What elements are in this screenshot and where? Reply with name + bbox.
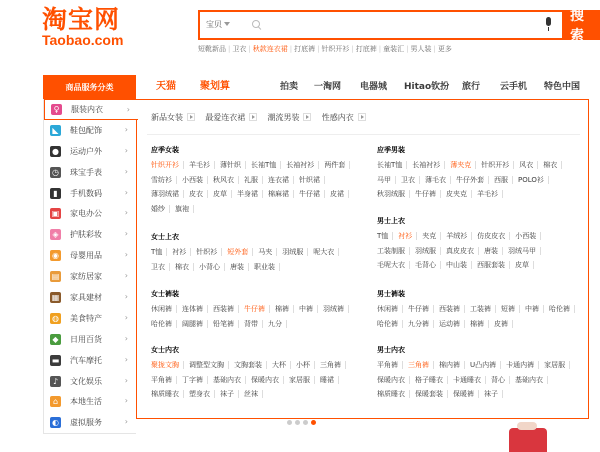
tab-label: 新品女装 [151, 113, 183, 122]
category-link[interactable]: 九分裤 [408, 319, 434, 334]
tab-dresses[interactable] [205, 112, 257, 123]
category-link[interactable]: 保暖内衣 [377, 375, 410, 390]
category-link[interactable]: 呢大衣 [313, 247, 339, 262]
category-link[interactable]: 哈伦裤 [549, 304, 575, 319]
category-link[interactable]: 西装裤 [213, 304, 239, 319]
category-group [377, 217, 582, 275]
category-link[interactable]: U凸内裤 [470, 360, 501, 375]
search-icon [252, 20, 260, 28]
category-link[interactable]: 秋羽绒服 [377, 189, 410, 204]
category-group-title[interactable]: 男士上衣 [377, 217, 405, 225]
sidebar-item[interactable] [44, 266, 136, 287]
category-link[interactable]: 两件套 [324, 160, 350, 175]
category-link[interactable]: 卡通睡衣 [453, 375, 486, 390]
sidebar-item-label: 日用百货 [70, 334, 102, 344]
category-link[interactable]: 牛仔裤 [415, 189, 441, 204]
category-link[interactable]: 保暖套装 [415, 389, 448, 404]
category-link[interactable]: 礼服 [244, 175, 263, 190]
category-group [377, 146, 582, 204]
tab-trendy-men[interactable] [267, 112, 311, 123]
category-link[interactable]: 羽绒服 [415, 246, 441, 261]
separator: | [228, 45, 231, 53]
nav-travel[interactable]: 旅行 [462, 82, 481, 92]
separator: | [289, 45, 293, 53]
category-group-title[interactable]: 应季女装 [151, 146, 179, 154]
baby-icon: ◉ [50, 250, 61, 261]
carousel-dot[interactable] [287, 420, 292, 425]
category-link[interactable]: 夹克 [422, 231, 441, 246]
phone-icon: ▮ [50, 188, 61, 199]
carousel-dot[interactable] [311, 420, 316, 425]
category-link[interactable]: 休闲裤 [377, 304, 403, 319]
sidebar-item-label: 虚拟服务 [70, 418, 102, 428]
category-link[interactable]: 羊毛衫 [477, 189, 503, 204]
category-link[interactable]: 休闲裤 [151, 304, 177, 319]
category-link[interactable]: 中裤 [299, 304, 318, 319]
chevron-right-icon [303, 113, 311, 121]
sidebar-item[interactable] [44, 245, 136, 266]
home-textile-icon: ▤ [51, 272, 60, 282]
chevron-right-icon: › [124, 417, 128, 427]
sidebar-item-label: 家纺居家 [70, 272, 102, 282]
watch-icon: ◷ [50, 167, 61, 178]
category-group [377, 346, 582, 404]
category-group-title[interactable]: 女士上衣 [151, 233, 179, 241]
sidebar-item-label: 家具建材 [70, 292, 102, 302]
local-life-icon: ⌂ [50, 396, 61, 407]
category-link[interactable]: 运动裤 [439, 319, 465, 334]
category-link[interactable]: 针织裙 [299, 175, 325, 190]
category-link[interactable]: 聚拢文胸 [151, 360, 184, 375]
category-link[interactable]: 棉裤 [275, 304, 294, 319]
category-link[interactable]: 丁字裤 [182, 375, 208, 390]
category-link[interactable]: 羽绒裤 [323, 304, 349, 319]
search-scope-dropdown[interactable]: 宝贝 [206, 19, 230, 30]
category-group-title[interactable]: 男士裤装 [377, 290, 405, 298]
guitar-icon: ♪ [50, 376, 61, 387]
category-link[interactable]: 旗袍 [175, 204, 194, 219]
chevron-right-icon: › [124, 250, 128, 260]
category-link[interactable]: 卡通内裤 [506, 360, 539, 375]
category-link[interactable]: 针织开衫 [151, 160, 184, 175]
category-link[interactable]: 中山装 [446, 260, 472, 275]
category-link[interactable]: 小西装 [515, 231, 541, 246]
category-link[interactable]: 羽绒马甲 [508, 246, 541, 261]
category-link[interactable]: 棉质睡衣 [377, 389, 410, 404]
category-link[interactable]: 马夹 [258, 247, 277, 262]
main-nav [0, 75, 600, 99]
category-link[interactable]: 丝袜 [244, 389, 263, 404]
sidebar-item-label: 手机数码 [70, 188, 102, 198]
category-link[interactable]: 长袖T恤 [251, 160, 281, 175]
category-link[interactable]: 针织衫 [196, 247, 222, 262]
category-link[interactable]: 铅笔裤 [213, 319, 239, 334]
category-link[interactable]: 皮夹克 [446, 189, 472, 204]
category-link[interactable]: 文胸套装 [234, 360, 267, 375]
chevron-right-icon: › [124, 375, 128, 385]
cosmetics-icon: ◈ [50, 229, 61, 240]
hot-word-link[interactable]: 针织开衫 [321, 45, 350, 53]
category-link[interactable]: 薄针织 [220, 160, 246, 175]
separator: | [406, 45, 409, 53]
category-link[interactable]: 职业装 [254, 262, 280, 277]
sidebar-item[interactable] [44, 350, 136, 371]
category-link[interactable]: 皮草 [213, 189, 232, 204]
category-link[interactable]: 塑身衣 [189, 389, 215, 404]
tab-new-women[interactable] [151, 112, 195, 123]
category-link[interactable]: 衬衫 [172, 247, 191, 262]
shoe-icon: ◣ [50, 125, 61, 136]
category-link[interactable]: 皮裙 [330, 189, 349, 204]
hot-word-link[interactable]: 短靴新品 [198, 45, 226, 53]
category-link[interactable]: 保暖内衣 [251, 375, 284, 390]
food-icon: ◍ [50, 313, 61, 324]
dress-icon: ♀ [51, 104, 62, 115]
hot-search-words [198, 44, 454, 54]
category-link[interactable]: 毛呢大衣 [377, 260, 410, 275]
category-link[interactable]: 小背心 [199, 262, 225, 277]
category-link[interactable]: 真皮皮衣 [446, 246, 479, 261]
category-link[interactable]: 棉麻裙 [268, 189, 294, 204]
category-link[interactable]: 小西装 [182, 175, 208, 190]
category-link[interactable]: 睡裙 [320, 375, 339, 390]
furniture-icon: ▦ [51, 292, 60, 302]
chevron-right-icon [187, 113, 195, 121]
chevron-right-icon [358, 113, 366, 121]
appliance-icon: ▣ [51, 209, 60, 219]
category-link[interactable]: 婚纱 [151, 204, 170, 219]
sidebar-item-label: 运动户外 [70, 146, 102, 156]
category-link[interactable]: 袜子 [484, 389, 503, 404]
category-link[interactable]: 格子睡衣 [415, 375, 448, 390]
category-link[interactable]: 针织开衫 [481, 160, 514, 175]
category-group [377, 290, 582, 333]
category-link[interactable]: 皮衣 [189, 189, 208, 204]
hot-word-link[interactable]: 打底裤 [294, 45, 316, 53]
category-link[interactable]: 背带 [244, 319, 263, 334]
chevron-right-icon: › [124, 292, 128, 302]
category-link[interactable]: 牛仔外套 [456, 175, 489, 190]
sidebar-item-label: 汽车摩托 [70, 355, 102, 365]
sidebar-item[interactable] [44, 183, 136, 204]
category-group-title[interactable]: 应季男装 [377, 146, 405, 154]
sidebar-item[interactable] [44, 371, 136, 392]
category-link[interactable]: 家居服 [544, 360, 570, 375]
sidebar-item[interactable] [44, 287, 136, 308]
category-link[interactable]: 连衣裙 [268, 175, 294, 190]
category-link[interactable]: 秋风衣 [213, 175, 239, 190]
sidebar-item-label: 美食特产 [70, 313, 102, 323]
separator: | [317, 45, 320, 53]
category-link[interactable]: 三角裤 [408, 360, 434, 375]
category-link[interactable]: 调整型文胸 [189, 360, 229, 375]
category-link[interactable]: 工装裤 [470, 304, 496, 319]
sidebar-item[interactable] [44, 224, 136, 245]
category-link[interactable]: 棉裤 [470, 319, 489, 334]
category-link[interactable]: 衬衫 [398, 231, 417, 246]
category-link[interactable]: 仿皮皮衣 [477, 231, 510, 246]
nav-etao[interactable]: 一淘网 [314, 82, 342, 92]
sidebar-item[interactable] [44, 308, 136, 329]
sidebar-item-label: 文化娱乐 [70, 376, 102, 386]
category-link[interactable]: 皮草 [515, 260, 534, 275]
car-icon: ▬ [51, 355, 60, 365]
flyout-tabs [151, 112, 374, 123]
nav-cloud-phone[interactable]: 云手机 [500, 82, 528, 92]
chevron-right-icon [249, 113, 257, 121]
separator: | [351, 45, 354, 53]
category-link[interactable]: 羊毛衫 [189, 160, 215, 175]
search-box [198, 8, 600, 44]
sidebar-item-label: 鞋包配饰 [70, 125, 102, 135]
category-link[interactable]: 棉衣 [175, 262, 194, 277]
chevron-right-icon: › [124, 229, 128, 239]
category-link[interactable]: 家居服 [289, 375, 315, 390]
promo-image-fragment [509, 428, 547, 452]
microphone-icon[interactable] [544, 17, 554, 33]
category-link[interactable]: 短裤 [501, 304, 520, 319]
category-link[interactable]: 薄毛衣 [425, 175, 451, 190]
category-link[interactable]: 阔腿裤 [182, 319, 208, 334]
separator: | [433, 45, 436, 53]
category-link[interactable]: 牛仔裙 [299, 189, 325, 204]
category-link[interactable]: 卫衣 [151, 262, 170, 277]
nav-juhuasuan[interactable]: 聚划算 [200, 81, 230, 92]
hot-word-link[interactable]: 男人装 [410, 45, 432, 53]
category-link[interactable]: 西服 [494, 175, 513, 190]
chevron-right-icon: › [124, 187, 128, 197]
category-link[interactable]: 半身裙 [237, 189, 263, 204]
nav-china-specialty[interactable]: 特色中国 [544, 82, 581, 92]
hot-word-link[interactable]: 童装汇 [383, 45, 405, 53]
sidebar-item-label: 本地生活 [70, 397, 102, 407]
category-group-title[interactable]: 男士内衣 [377, 346, 405, 354]
category-link[interactable]: 牛仔裤 [244, 304, 270, 319]
category-link[interactable]: 薄夹克 [450, 160, 476, 175]
chevron-right-icon: › [124, 124, 128, 134]
category-link[interactable]: 长袖T恤 [377, 160, 407, 175]
category-link[interactable]: 雪纺衫 [151, 175, 177, 190]
hot-word-link[interactable]: 打底裤 [355, 45, 377, 53]
chevron-right-icon: › [124, 354, 128, 364]
sidebar-item-label: 护肤彩妆 [70, 230, 102, 240]
separator: | [248, 45, 251, 53]
category-link[interactable]: 唐装 [484, 246, 503, 261]
category-link[interactable]: 小杯 [296, 360, 315, 375]
category-link[interactable]: 工装制服 [377, 246, 410, 261]
category-link[interactable]: 长袖衬衫 [286, 160, 319, 175]
category-link[interactable]: 毛背心 [415, 260, 441, 275]
category-link[interactable]: 薄羽绒裙 [151, 189, 184, 204]
category-link[interactable]: 西装裤 [439, 304, 465, 319]
chevron-right-icon: › [124, 333, 128, 343]
category-link[interactable]: 背心 [491, 375, 510, 390]
category-sidebar [43, 99, 136, 434]
category-link[interactable]: 中裤 [525, 304, 544, 319]
carousel-dots [287, 420, 316, 425]
category-link[interactable]: 棉质睡衣 [151, 389, 184, 404]
hot-word-link[interactable]: 秋款连衣裙 [252, 45, 288, 53]
sidebar-item-label: 服装内衣 [71, 104, 103, 114]
separator: | [378, 45, 382, 53]
category-link[interactable]: 哈伦裤 [151, 319, 177, 334]
chevron-right-icon: › [124, 312, 128, 322]
category-group-title[interactable]: 女士裤装 [151, 290, 179, 298]
category-link[interactable]: 马甲 [377, 175, 396, 190]
hot-word-link[interactable]: 更多 [437, 45, 452, 53]
divider [147, 134, 580, 135]
sidebar-item[interactable] [44, 99, 138, 120]
taobao-logo[interactable] [42, 6, 123, 47]
category-link[interactable]: 九分 [268, 319, 287, 334]
sidebar-item[interactable] [44, 120, 136, 141]
logo-english: Taobao.com [42, 32, 124, 48]
chevron-right-icon: › [124, 145, 128, 155]
category-header: 商品服务分类 [43, 75, 136, 99]
category-link[interactable]: 皮裤 [494, 319, 513, 334]
logo-chinese: 淘宝网 [42, 5, 121, 34]
category-group [151, 346, 356, 404]
sidebar-item-label: 家电办公 [70, 209, 102, 219]
nav-tmall[interactable]: 天猫 [156, 81, 176, 92]
tab-label: 性感内衣 [321, 113, 354, 122]
category-link[interactable]: 长袖衬衫 [412, 160, 445, 175]
nav-electronics[interactable]: 电器城 [360, 82, 388, 92]
category-group [151, 233, 356, 276]
category-link[interactable]: 羊绒衫 [446, 231, 472, 246]
category-link[interactable]: 西服套装 [477, 260, 510, 275]
virtual-service-icon: ◐ [50, 417, 61, 428]
category-link[interactable]: 唐装 [230, 262, 249, 277]
category-group-title[interactable]: 女士内衣 [151, 346, 179, 354]
category-link[interactable]: 袜子 [220, 389, 239, 404]
carousel-dot[interactable] [303, 420, 308, 425]
sidebar-item[interactable] [44, 203, 136, 224]
chevron-right-icon: › [124, 208, 128, 218]
category-link[interactable]: 平角裤 [151, 375, 177, 390]
category-group [151, 146, 356, 218]
category-link[interactable]: 平角裤 [377, 360, 403, 375]
sidebar-item[interactable] [44, 329, 136, 350]
daily-goods-icon: ◆ [50, 334, 61, 345]
chevron-right-icon: › [124, 396, 128, 406]
sidebar-item[interactable] [44, 141, 136, 162]
tab-label: 潮流男装 [267, 113, 300, 122]
category-link[interactable]: 保暖裤 [453, 389, 479, 404]
category-link[interactable]: T恤 [377, 231, 393, 246]
hot-word-link[interactable]: 卫衣 [232, 45, 247, 53]
carousel-dot[interactable] [295, 420, 300, 425]
sidebar-item[interactable] [44, 412, 136, 433]
tab-label: 最爱连衣裙 [205, 113, 246, 122]
category-link[interactable]: T恤 [151, 247, 167, 262]
category-link[interactable]: 基础内衣 [515, 375, 548, 390]
category-link[interactable]: POLO衫 [518, 175, 549, 190]
category-link[interactable]: 棉内裤 [439, 360, 465, 375]
category-link[interactable]: 羽绒服 [282, 247, 308, 262]
category-link[interactable]: 风衣 [519, 160, 538, 175]
sidebar-item-label: 珠宝手表 [70, 167, 102, 177]
category-link[interactable]: 大杯 [272, 360, 291, 375]
chevron-right-icon: › [124, 271, 128, 281]
category-flyout-panel [136, 99, 589, 419]
tab-lingerie[interactable] [322, 112, 366, 123]
nav-hitao[interactable]: Hitao钦扮 [404, 82, 450, 92]
category-link[interactable]: 哈伦裤 [377, 319, 403, 334]
category-link[interactable]: 卫衣 [401, 175, 420, 190]
sidebar-item-label: 母婴用品 [70, 251, 102, 261]
category-link[interactable]: 短外套 [227, 247, 253, 262]
category-link[interactable]: 连体裤 [182, 304, 208, 319]
search-input[interactable] [264, 16, 524, 34]
category-link[interactable]: 基础内衣 [213, 375, 246, 390]
category-group [151, 290, 356, 333]
sidebar-item[interactable] [44, 391, 136, 412]
chevron-right-icon: › [124, 166, 128, 176]
nav-auction[interactable]: 拍卖 [280, 82, 299, 92]
soccer-ball-icon: ● [50, 146, 61, 157]
category-link[interactable]: 棉衣 [543, 160, 562, 175]
category-link[interactable]: 三角裤 [320, 360, 346, 375]
category-link[interactable]: 牛仔裤 [408, 304, 434, 319]
sidebar-item[interactable] [44, 162, 136, 183]
chevron-right-icon: › [126, 105, 130, 114]
search-button[interactable]: 搜索 [562, 10, 600, 40]
